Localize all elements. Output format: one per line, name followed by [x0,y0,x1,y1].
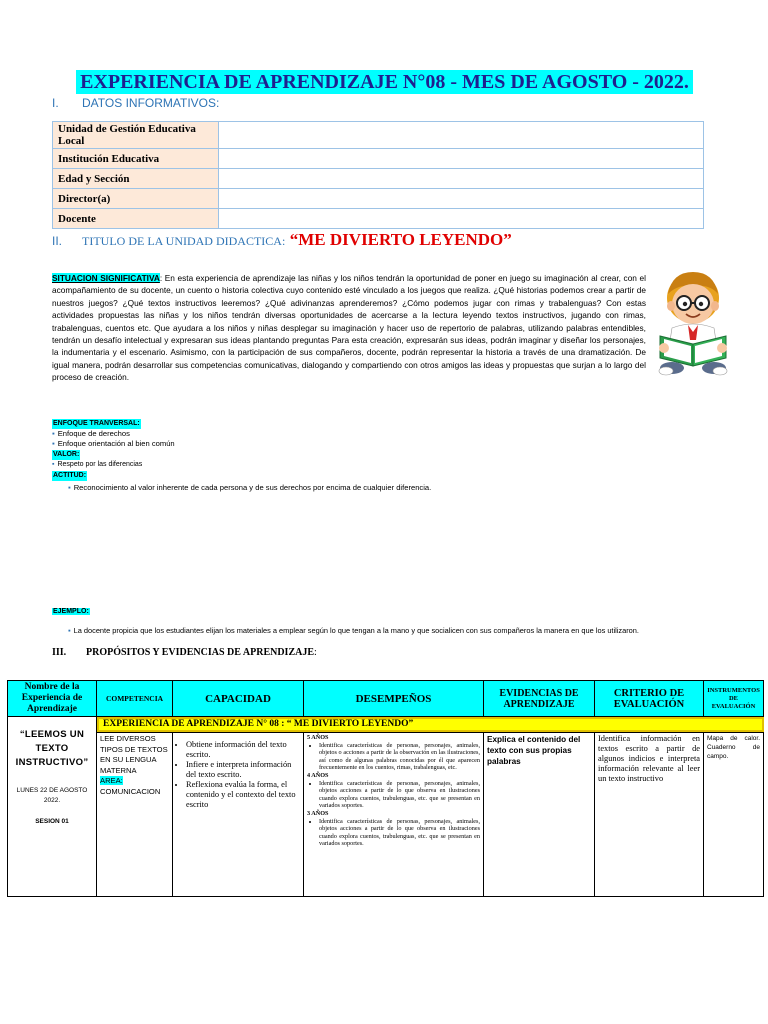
session-title: “LEEMOS UN TEXTO INSTRUCTIVO” [15,729,89,768]
capacidad-list [176,740,300,810]
row-label: Institución Educativa [53,149,219,169]
list-item: • Reflexiona evalúa la forma, el contenido y el contexto del texto escrito [186,780,300,810]
list-item: ▪ Respeto por las diferencias [52,460,652,470]
table-row [53,149,704,169]
table-row [8,733,764,897]
valor-list [52,460,652,470]
row-label: Docente [53,209,219,229]
section-heading-propositos: III. PROPÓSITOS Y EVIDENCIAS DE APRENDIZAJE: [52,647,317,658]
situacion-significativa [52,272,646,384]
list-item: • Identifica características de personas, personajes, animales, objetos o acciones a partir de la observación en las ilustraciones, así como de algunas palabras conocidas por él que aparecen frecuentemente en los cuentos, rimas, trabalenguas, etc. [319,742,480,772]
capacidad-cell [173,733,304,897]
section-title: PROPÓSITOS Y EVIDENCIAS DE APRENDIZAJE [86,647,315,658]
actitud-list [52,483,652,493]
evidencia-cell: Explica el contenido del texto con sus propias palabras [484,733,595,897]
age-label: 3 AÑOS [307,809,329,817]
list-item: ▪ Enfoque de derechos [52,429,652,439]
instrumento-cell: Mapa de calor. Cuaderno de campo. [704,733,764,897]
list-item: • Infiere e interpreta información del texto escrito. [186,760,300,780]
age-label: 5 AÑOS [307,734,329,741]
ejemplo-list [52,626,720,636]
unit-title: “ME DIVIERTO LEYENDO” [289,230,512,249]
section-number: III. [52,647,67,658]
row-label: Director(a) [53,189,219,209]
session-date: LUNES 22 DE AGOSTO 2022. [16,787,88,804]
boy-reading-illustration [652,268,734,378]
table-row [53,209,704,229]
header-competencia: COMPETENCIA [97,681,173,717]
header-nombre: Nombre de la Experiencia de Aprendizaje [8,681,97,717]
header-criterio: CRITERIO DE EVALUACIÓN [595,681,704,717]
table-row [8,717,764,733]
area-value: COMUNICACION [100,786,161,796]
header-capacidad: CAPACIDAD [173,681,304,717]
row-value [219,189,704,209]
row-value [219,209,704,229]
ejemplo-block [52,600,720,636]
enfoque-block [52,418,652,493]
header-instrumentos: INSTRUMENTOS DE EVALUACIÓN [704,681,764,717]
list-item: ▪ Reconocimiento al valor inherente de cada persona y de sus derechos por encima de cualquier diferencia. [68,483,652,493]
table-row [53,122,704,149]
section-number: I. [52,96,59,110]
enfoque-label: ENFOQUE TRANVERSAL: [53,420,140,427]
list-item: • Obtiene información del texto escrito. [186,740,300,760]
list-item: ▪ La docente propicia que los estudiantes elijan los materiales a emplear según lo que tengan a la mano y que socialicen con sus compañeros la manera en que los utilizaron. [68,626,720,636]
actitud-label: ACTITUD: [53,472,87,479]
experience-banner: EXPERIENCIA DE APRENDIZAJE N° 08 : “ ME DIVIERTO LEYENDO” [97,717,764,732]
situacion-text: : En esta experiencia de aprendizaje las niñas y los niños tendrán la oportunidad de poner en juego su imaginación al crear, con el acompañamiento de su docente, un cuento o historia colectiva cuyo contenido esté vinculado a los juegos que realiza. ¿Qué historias podemos crear a partir de nuestros juegos? ¿Qué textos instructivos leeremos? ¿Qué adivinanzas aprenderemos? ¿Cómo podemos jugar con rimas y trabalenguas? Con estas actividades propuestas las niñas y los niños tendrán diversas oportunidades de acercarse a la lectura leyendo textos instructivos, jugando con rimas, trabalenguas, cuentos etc. Que ayudara a los niños y niñas desplegar su imaginación y hacer uso de repertorio de palabras, utilizando palabras entendibles, tendrán un desafío intelectual y expresaran sus ideas plantando preguntas Para esta creación, expresarán sus ideas, podrán imaginar y diseñar los personajes, la indumentaria y el escenario. Asimismo, con la participación de sus compañeros, docente, podrán representar la historia a través de una dramatización. De igual manera, podrán desarrollar sus competencias comunicativas, dialogando y compartiendo con otros amigos las ideas y propuestas que surjan a lo largo del proceso de creación. [52,273,646,383]
enfoque-list [52,429,652,449]
list-item: • Identifica características de personas, personajes, animales, objetos acciones a partir de lo que observa en ilustraciones cuando explora cuentos, trabulenguas, etc. que se presentan en variados soportes. [319,780,480,810]
row-label: Unidad de Gestión Educativa Local [53,122,219,149]
section-title: TITULO DE LA UNIDAD DIDACTICA: [82,234,286,248]
banner-cell [97,717,764,733]
row-value [219,122,704,149]
document-title: EXPERIENCIA DE APRENDIZAJE N°08 - MES DE AGOSTO - 2022. [76,70,693,94]
valor-label: VALOR: [53,451,80,458]
table-row [53,169,704,189]
section-number: II. [52,234,63,248]
desempenos-cell [304,733,484,897]
situacion-label: SITUACION SIGNIFICATIVA [52,273,160,283]
section-heading-titulo [52,230,512,250]
list-item: ▪ Enfoque orientación al bien común [52,439,652,449]
section-heading-datos [52,96,219,110]
table-header-row [8,681,764,717]
header-desempenos: DESEMPEÑOS [304,681,484,717]
header-evidencias: EVIDENCIAS DE APRENDIZAJE [484,681,595,717]
ejemplo-label: EJEMPLO: [53,608,89,615]
competencia-cell [97,733,173,897]
row-value [219,169,704,189]
list-item: • Identifica características de personas, personajes, animales, objetos acciones a partir de lo que observa en ilustraciones cuando explora cuentos, trabulenguas, etc. que se presentan en variados soportes. [319,818,480,848]
age-label: 4 AÑOS [307,771,329,779]
datos-informativos-table [52,121,704,229]
row-value [219,149,704,169]
propositos-table [7,680,764,897]
experience-name-cell [8,717,97,897]
table-row [53,189,704,209]
session-number: SESION 01 [35,818,69,825]
section-title: DATOS INFORMATIVOS: [82,96,220,110]
area-label: AREA: [100,776,123,785]
criterio-cell: Identifica información en textos escrito a partir de algunos indicios e interpreta información relevante al leer un texto instructivo [595,733,704,897]
competencia-text: LEE DIVERSOS TIPOS DE TEXTOS EN SU LENGUA MATERNA [100,734,168,775]
row-label: Edad y Sección [53,169,219,189]
